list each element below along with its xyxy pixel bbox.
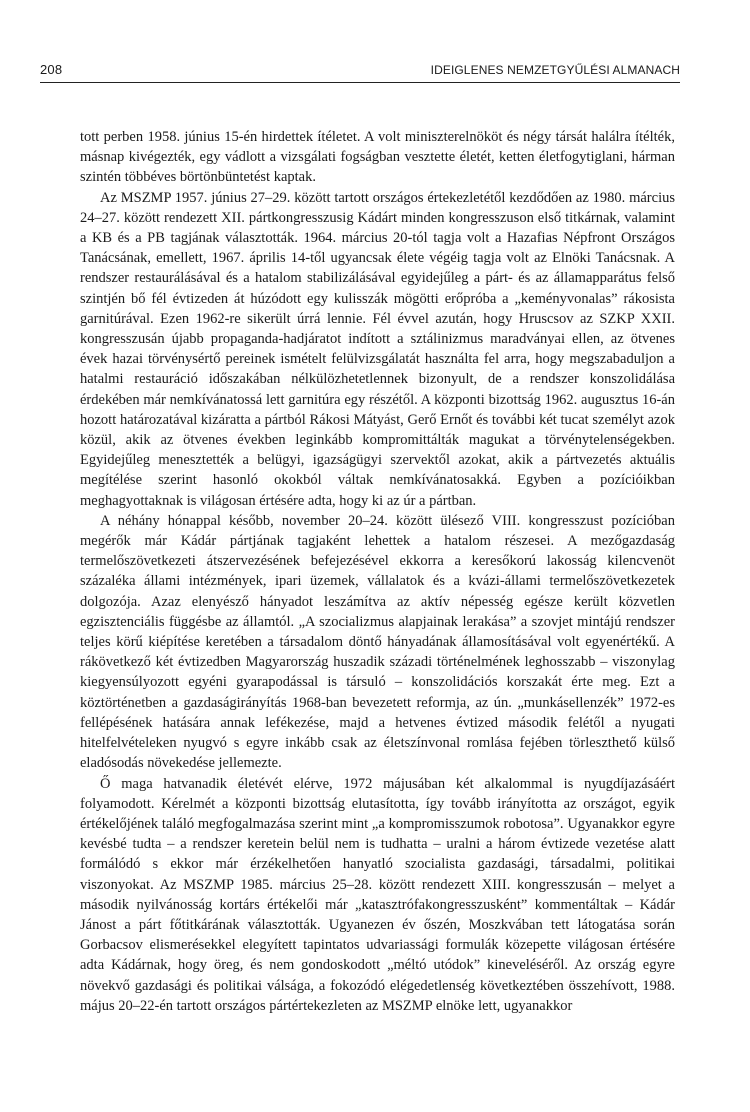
page-number: 208 bbox=[40, 62, 63, 77]
paragraph-2: Az MSZMP 1957. június 27–29. között tartott országos értekezletétől kezdődően az 1980. március 24–27. között rendezett XII. pártkongresszusig Kádárt minden kongresszuson első titkárnak, valamint a KB és a PB tagjának választották. 1964. március 20-tól tagja volt a Hazafias Népfront Országos Tanácsának, emellett, 1967. április 14-től ugyancsak élete végéig tagja volt az Elnöki Tanácsnak. A rendszer restaurálásával és a hatalom stabilizálásával egyidejűleg a párt- és az államapparátus felső szintjén bő fél évtizeden át húzódott egy kulisszák mögötti erőpróba a „keményvonalas” rákosista garnitúrával. Ezen 1962-re sikerült úrrá lennie. Fél évvel azután, hogy Hruscsov az SZKP XXII. kongresszusán újabb propaganda-hadjáratot indított a sztálinizmus maradványai ellen, az ötvenes évek hazai törvénysértő pereinek ismételt felülvizsgálatát használta fel arra, hogy megszabaduljon a hatalmi restauráció időszakában nélkülözhetetlennek bizonyult, de a rendszer konszolidálása érdekében már nemkívánatossá lett garnitúra egy részétől. A központi bizottság 1962. augusztus 16-án hozott határozatával kizáratta a pártból Rákosi Mátyást, Gerő Ernőt és további két tucat személyt azok közül, akik az ötvenes években leginkább kompromittálták magukat a törvénytelenségekben. Egyidejűleg menesztették a belügyi, igazságügyi szervektől azokat, akik a pártvezetés aktuális megítélése szerint hasonló okokból váltak nemkívánatosakká. Egyben a pozícióikban meghagyottaknak is világosan értésére adta, hogy ki az úr a pártban. bbox=[80, 189, 675, 509]
paragraph-1: tott perben 1958. június 15-én hirdettek ítéletet. A volt miniszterelnököt és négy társát halálra ítélték, másnap kivégezték, egy vádlott a vizsgálati fogságban vesztette életét, ketten életfogytiglani, hárman szintén többéves börtönbüntetést kaptak. bbox=[80, 129, 675, 186]
running-header bbox=[40, 62, 680, 83]
paragraph-3: A néhány hónappal később, november 20–24. között ülésező VIII. kongresszust pozícióban megérők már Kádár pártjának tagjaként lehettek a hatalom részesei. A mezőgazdaság termelőszövetkezeti átszervezésének befejezésével ekkorra a keresőkorú lakosság kilencvenöt százaléka állami intézmények, ipari üzemek, vállalatok és a kvázi-állami termelőszövetkezetek dolgozója. Azaz elenyésző hányadot leszámítva az aktív népesség egésze került közvetlen egzisztenciális függésbe az államtól. „A szocializmus alapjainak lerakása” a szovjet mintájú rendszer teljes körű kiépítése keretében a társadalom döntő hányadának államosításával volt egyenértékű. A rákövetkező két évtizedben Magyarország huszadik századi történelmének leghosszabb – viszonylag kiegyensúlyozott egyéni gyarapodással is társuló – konszolidációs korszakát érte meg. Ezt a köztörténetben a gazdaságirányítás 1968-ban bevezetett reformja, az ún. „munkásellenzék” 1972-es fellépésének hatására annak lefékezése, majd a hetvenes évtized második felétől a nyugati hitelfelvételeken nyugvó s egyre inkább csak az életszínvonal romlása fejében törleszthető külső eladósodás növekedése jellemezte. bbox=[80, 512, 675, 772]
running-title: IDEIGLENES NEMZETGYŰLÉSI ALMANACH bbox=[430, 63, 680, 77]
body-text bbox=[80, 127, 675, 1016]
paragraph-4: Ő maga hatvanadik életévét elérve, 1972 májusában két alkalommal is nyugdíjazásáért folyamodott. Kérelmét a központi bizottság elutasította, így tovább irányította az országot, egyik értékelőjének találó megfogalmazása szerint mint „a kompromisszumok robotosa”. Ugyanakkor egyre kevésbé tudta – a rendszer keretein belül nem is tudhatta – uralni a három évtizede vezetése alatt formálódó s ekkor már érzékelhetően hanyatló szocialista gazdasági, társadalmi, politikai viszonyokat. Az MSZMP 1985. március 25–28. között rendezett XIII. kongresszusán – melyet a második nyilvánosság kortárs értékelői már „katasztrófakongresszusként” kommentáltak – Kádár Jánost a párt főtitkárának választották. Ugyanezen év őszén, Moszkvában tett látogatása során Gorbacsov elismerésekkel elegyített tapintatos udvariassági formulák közepette világosan értésére adta Kádárnak, hogy öreg, és nem gondoskodott „méltó utódok” kineveléséről. Az ország egyre növekvő gazdasági és politikai válsága, a fokozódó elégedetlenség következtében összehívott, 1988. május 20–22-én tartott országos pártértekezleten az MSZMP elnöke lett, ugyanakkor bbox=[80, 775, 675, 1014]
